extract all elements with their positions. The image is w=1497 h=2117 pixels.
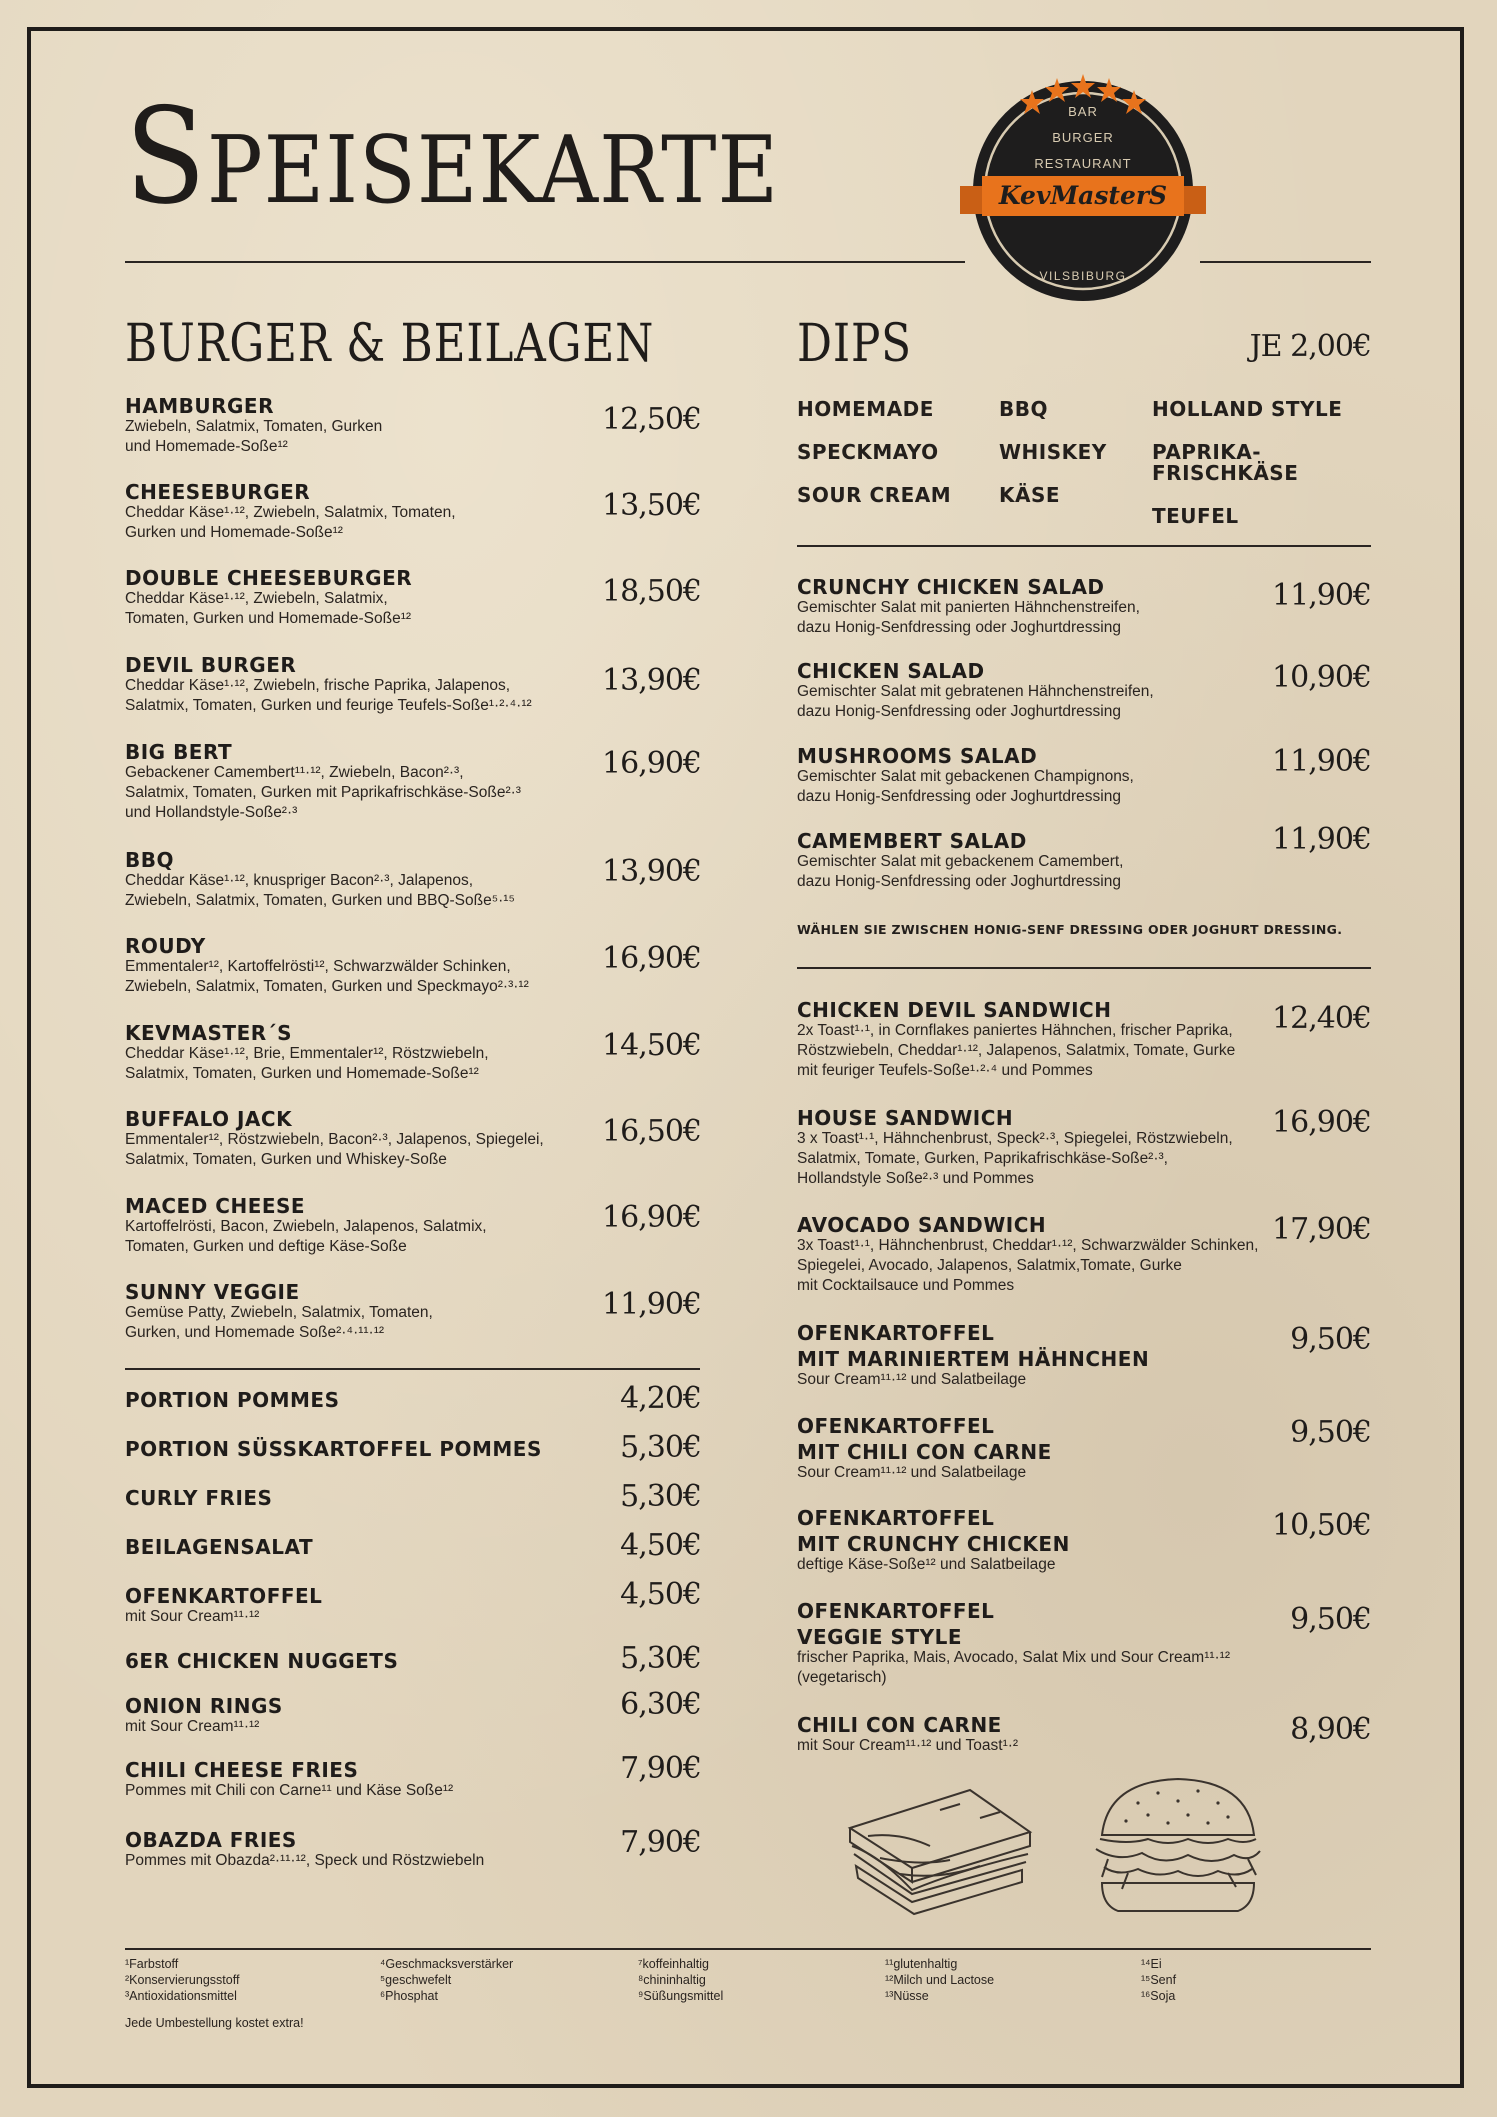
item-description: 3 x Toast¹·¹, Hähnchenbrust, Speck²·³, Spiegelei, Röstzwiebeln,	[797, 1130, 1233, 1147]
item-price: 11,90€	[1272, 822, 1371, 857]
item-price: 12,40€	[1272, 1001, 1371, 1036]
item-price: 6,30€	[620, 1687, 701, 1722]
svg-text:RESTAURANT: RESTAURANT	[1034, 156, 1132, 171]
item-price: 9,50€	[1290, 1322, 1371, 1357]
main-item	[797, 1600, 1230, 1688]
item-name: CAMEMBERT SALAD	[797, 829, 1027, 853]
item-description: und Hollandstyle-Soße²·³	[125, 804, 298, 821]
item-description: Sour Cream¹¹·¹² und Salatbeilage	[797, 1371, 1027, 1388]
item-name: BUFFALO JACK	[125, 1107, 293, 1131]
svg-text:BAR: BAR	[1068, 104, 1098, 119]
main-item	[797, 999, 1235, 1081]
sandwich-illustration	[840, 1770, 1040, 1920]
item-price: 14,50€	[602, 1028, 701, 1063]
item-name: OFENKARTOFFEL	[125, 1584, 323, 1608]
item-description: Gemischter Salat mit gebackenen Champignons,	[797, 768, 1134, 785]
side-item	[125, 1487, 272, 1509]
item-price: 16,50€	[602, 1114, 701, 1149]
footnotes-divider	[125, 1948, 1371, 1950]
item-description: Cheddar Käse¹·¹², Zwiebeln, Salatmix,	[125, 590, 388, 607]
item-description: Gemischter Salat mit gebratenen Hähnchenstreifen,	[797, 683, 1154, 700]
item-description: 3x Toast¹·¹, Hähnchenbrust, Cheddar¹·¹², Schwarzwälder Schinken,	[797, 1237, 1259, 1254]
main-item	[797, 1322, 1149, 1390]
side-item	[125, 1585, 322, 1627]
footnote-column	[885, 1956, 994, 2004]
item-price: 11,90€	[602, 1287, 701, 1322]
main-item	[797, 1415, 1052, 1483]
item-description: Gurken, und Homemade Soße²·⁴·¹¹·¹²	[125, 1324, 385, 1341]
item-description: Zwiebeln, Salatmix, Tomaten, Gurken und BBQ-Soße⁵·¹⁵	[125, 892, 515, 909]
footnote: ²Konservierungsstoff	[125, 1973, 240, 1987]
menu-item	[125, 481, 456, 543]
item-name: CRUNCHY CHICKEN SALAD	[797, 575, 1105, 599]
menu-item	[125, 1281, 433, 1343]
item-description: Cheddar Käse¹·¹², Brie, Emmentaler¹², Röstzwiebeln,	[125, 1045, 489, 1062]
item-price: 5,30€	[620, 1641, 701, 1676]
item-description: dazu Honig-Senfdressing oder Joghurtdressing	[797, 873, 1121, 890]
item-description: Gemischter Salat mit gebackenem Camembert,	[797, 853, 1124, 870]
item-description: dazu Honig-Senfdressing oder Joghurtdressing	[797, 788, 1121, 805]
item-name: ONION RINGS	[125, 1694, 283, 1718]
item-description: Gemüse Patty, Zwiebeln, Salatmix, Tomaten,	[125, 1304, 433, 1321]
item-price: 10,50€	[1272, 1508, 1371, 1543]
main-item	[797, 1107, 1233, 1189]
item-price: 7,90€	[620, 1751, 701, 1786]
item-description: und Homemade-Soße¹²	[125, 438, 288, 455]
item-name-line2: MIT CRUNCHY CHICKEN	[797, 1532, 1070, 1556]
side-item	[125, 1695, 283, 1737]
item-description: Salatmix, Tomaten, Gurken und Homemade-Soße¹²	[125, 1065, 479, 1082]
item-name: DOUBLE CHEESEBURGER	[125, 566, 413, 590]
menu-item	[125, 654, 532, 716]
menu-item	[125, 1108, 544, 1170]
salads-divider	[797, 967, 1371, 969]
item-name-line2: MIT CHILI CON CARNE	[797, 1440, 1052, 1464]
side-item	[125, 1650, 398, 1672]
item-description: mit Sour Cream¹¹·¹² und Toast¹·²	[797, 1737, 1019, 1754]
menu-item	[125, 1195, 487, 1257]
item-price: 4,50€	[620, 1577, 701, 1612]
item-name: ROUDY	[125, 934, 206, 958]
dip-item: PAPRIKA-	[1152, 440, 1262, 464]
item-description: mit Sour Cream¹¹·¹²	[125, 1718, 260, 1735]
footnote: ⁴Geschmacksverstärker	[380, 1957, 514, 1971]
item-price: 13,90€	[602, 663, 701, 698]
item-description: Kartoffelrösti, Bacon, Zwiebeln, Jalapenos, Salatmix,	[125, 1218, 487, 1235]
dip-item: KÄSE	[999, 483, 1061, 507]
item-price: 10,90€	[1272, 660, 1371, 695]
footnote: ¹²Milch und Lactose	[885, 1973, 995, 1987]
footnote-column	[125, 1956, 239, 2004]
menu-item	[125, 849, 515, 911]
side-item	[125, 1829, 484, 1871]
item-description: mit Sour Cream¹¹·¹²	[125, 1608, 260, 1625]
item-description: Emmentaler¹², Röstzwiebeln, Bacon²·³, Jalapenos, Spiegelei,	[125, 1131, 544, 1148]
burger-section-title: BURGER & BEILAGEN	[125, 314, 655, 374]
footnote: ¹⁵Senf	[1141, 1973, 1177, 1987]
item-price: 11,90€	[1272, 744, 1371, 779]
kevmasters-logo	[960, 68, 1206, 314]
item-name: OFENKARTOFFEL	[797, 1321, 995, 1345]
item-description: frischer Paprika, Mais, Avocado, Salat Mix und Sour Cream¹¹·¹²	[797, 1649, 1231, 1666]
item-name: OBAZDA FRIES	[125, 1828, 297, 1852]
dips-price: JE 2,00€	[1249, 329, 1371, 364]
menu-item	[125, 741, 521, 823]
footnote: ¹⁴Ei	[1141, 1957, 1162, 1971]
svg-text:KevMasterS: KevMasterS	[998, 181, 1168, 210]
item-description: Tomaten, Gurken und deftige Käse-Soße	[125, 1238, 407, 1255]
footnote: ¹³Nüsse	[885, 1989, 929, 2003]
item-description: Cheddar Käse¹·¹², Zwiebeln, Salatmix, Tomaten,	[125, 504, 456, 521]
item-name: SUNNY VEGGIE	[125, 1280, 300, 1304]
item-description: Emmentaler¹², Kartoffelrösti¹², Schwarzwälder Schinken,	[125, 958, 511, 975]
side-item	[125, 1389, 339, 1411]
item-price: 9,50€	[1290, 1602, 1371, 1637]
menu-item	[125, 1022, 489, 1084]
item-name: AVOCADO SANDWICH	[797, 1213, 1047, 1237]
item-price: 16,90€	[1272, 1105, 1371, 1140]
footnote: ⁹Süßungsmittel	[638, 1989, 724, 2003]
side-item	[125, 1759, 453, 1801]
burger-illustration	[1088, 1775, 1268, 1920]
menu-item	[125, 567, 412, 629]
item-price: 4,50€	[620, 1528, 701, 1563]
salad-item	[797, 745, 1134, 807]
item-name: CHILI CON CARNE	[797, 1713, 1002, 1737]
item-description: Gurken und Homemade-Soße¹²	[125, 524, 343, 541]
item-description: Zwiebeln, Salatmix, Tomaten, Gurken	[125, 418, 383, 435]
item-name: HAMBURGER	[125, 394, 274, 418]
item-description: Zwiebeln, Salatmix, Tomaten, Gurken und Speckmayo²·³·¹²	[125, 978, 529, 995]
item-price: 7,90€	[620, 1825, 701, 1860]
dip-item: SPECKMAYO	[797, 440, 939, 464]
item-price: 9,50€	[1290, 1415, 1371, 1450]
item-name: DEVIL BURGER	[125, 653, 297, 677]
footnote-column	[1141, 1956, 1176, 2004]
item-description: Hollandstyle Soße²·³ und Pommes	[797, 1170, 1034, 1187]
item-name: CHICKEN SALAD	[797, 659, 985, 683]
dips-divider	[797, 545, 1371, 547]
item-name: OFENKARTOFFEL	[797, 1506, 995, 1530]
item-name: BEILAGENSALAT	[125, 1535, 314, 1559]
item-description: Salatmix, Tomaten, Gurken und feurige Teufels-Soße¹·²·⁴·¹²	[125, 697, 532, 714]
item-name: CURLY FRIES	[125, 1486, 273, 1510]
dip-item: BBQ	[999, 397, 1048, 421]
menu-item	[125, 395, 382, 457]
reorder-note: Jede Umbestellung kostet extra!	[125, 2016, 304, 2030]
footnote-column	[380, 1956, 513, 2004]
dips-section-title: DIPS	[797, 314, 912, 374]
item-name: BBQ	[125, 848, 174, 872]
page-title: Speisekarte	[125, 78, 780, 234]
footnote: ¹¹glutenhaltig	[885, 1957, 958, 1971]
item-description: Pommes mit Chili con Carne¹¹ und Käse Soße¹²	[125, 1782, 454, 1799]
item-description: (vegetarisch)	[797, 1669, 887, 1686]
item-price: 18,50€	[602, 574, 701, 609]
item-name: HOUSE SANDWICH	[797, 1106, 1014, 1130]
item-description: Salatmix, Tomaten, Gurken und Whiskey-Soße	[125, 1151, 447, 1168]
item-name: CHICKEN DEVIL SANDWICH	[797, 998, 1112, 1022]
side-item	[125, 1438, 542, 1460]
footnote-column	[638, 1956, 723, 2004]
svg-text:BURGER: BURGER	[1052, 130, 1114, 145]
item-price: 17,90€	[1272, 1212, 1371, 1247]
dip-item: HOLLAND STYLE	[1152, 397, 1343, 421]
item-price: 16,90€	[602, 941, 701, 976]
main-item	[797, 1507, 1070, 1575]
footnote: ⁵geschwefelt	[380, 1973, 452, 1987]
item-price: 8,90€	[1290, 1712, 1371, 1747]
title-divider-right	[1200, 261, 1371, 263]
item-description: Gemischter Salat mit panierten Hähnchenstreifen,	[797, 599, 1140, 616]
sides-divider	[125, 1368, 700, 1370]
menu-item	[125, 935, 529, 997]
item-description: deftige Käse-Soße¹² und Salatbeilage	[797, 1556, 1056, 1573]
item-description: Salatmix, Tomate, Gurken, Paprikafrischkäse-Soße²·³,	[797, 1150, 1168, 1167]
dip-item: SOUR CREAM	[797, 483, 952, 507]
item-price: 4,20€	[620, 1381, 701, 1416]
item-name: MUSHROOMS SALAD	[797, 744, 1038, 768]
footnote: ³Antioxidationsmittel	[125, 1989, 237, 2003]
item-name: BIG BERT	[125, 740, 233, 764]
dip-item: FRISCHKÄSE	[1152, 461, 1299, 485]
salad-item	[797, 830, 1123, 892]
dip-item: WHISKEY	[999, 440, 1107, 464]
footnote: ¹Farbstoff	[125, 1957, 179, 1971]
footnote: ¹⁶Soja	[1141, 1989, 1176, 2003]
item-name-line2: MIT MARINIERTEM HÄHNCHEN	[797, 1347, 1150, 1371]
item-price: 5,30€	[620, 1430, 701, 1465]
item-description: Sour Cream¹¹·¹² und Salatbeilage	[797, 1464, 1027, 1481]
item-name: MACED CHEESE	[125, 1194, 306, 1218]
footnote: ⁶Phosphat	[380, 1989, 438, 2003]
item-description: Spiegelei, Avocado, Jalapenos, Salatmix,Tomate, Gurke	[797, 1257, 1182, 1274]
side-item	[125, 1536, 313, 1558]
item-price: 13,90€	[602, 854, 701, 889]
item-description: Gebackener Camembert¹¹·¹², Zwiebeln, Bacon²·³,	[125, 764, 464, 781]
item-description: Salatmix, Tomaten, Gurken mit Paprikafrischkäse-Soße²·³	[125, 784, 521, 801]
item-name-line2: VEGGIE STYLE	[797, 1625, 962, 1649]
svg-text:VILSBIBURG: VILSBIBURG	[1039, 269, 1127, 283]
item-name: CHILI CHEESE FRIES	[125, 1758, 359, 1782]
item-description: dazu Honig-Senfdressing oder Joghurtdressing	[797, 703, 1121, 720]
item-name: CHEESEBURGER	[125, 480, 311, 504]
item-price: 11,90€	[1272, 578, 1371, 613]
item-name: KEVMASTER´S	[125, 1021, 293, 1045]
dip-item: TEUFEL	[1152, 504, 1239, 528]
title-divider-left	[125, 261, 965, 263]
item-description: mit Cocktailsauce und Pommes	[797, 1277, 1015, 1294]
item-description: Röstzwiebeln, Cheddar¹·¹², Jalapenos, Salatmix, Tomate, Gurke	[797, 1042, 1236, 1059]
item-name: PORTION SÜSSKARTOFFEL POMMES	[125, 1437, 542, 1461]
dip-item: HOMEMADE	[797, 397, 934, 421]
item-price: 13,50€	[602, 488, 701, 523]
main-item	[797, 1714, 1018, 1756]
item-description: Cheddar Käse¹·¹², Zwiebeln, frische Paprika, Jalapenos,	[125, 677, 511, 694]
item-name: OFENKARTOFFEL	[797, 1414, 995, 1438]
salad-dressing-note: WÄHLEN SIE ZWISCHEN HONIG-SENF DRESSING ODER JOGHURT DRESSING.	[797, 922, 1343, 937]
item-description: Pommes mit Obazda²·¹¹·¹², Speck und Röstzwiebeln	[125, 1852, 485, 1869]
salad-item	[797, 576, 1140, 638]
item-description: Tomaten, Gurken und Homemade-Soße¹²	[125, 610, 412, 627]
item-description: 2x Toast¹·¹, in Cornflakes paniertes Hähnchen, frischer Paprika,	[797, 1022, 1233, 1039]
main-item	[797, 1214, 1258, 1296]
item-price: 16,90€	[602, 746, 701, 781]
footnote: ⁸chininhaltig	[638, 1973, 706, 1987]
item-price: 5,30€	[620, 1479, 701, 1514]
item-name: PORTION POMMES	[125, 1388, 340, 1412]
item-price: 12,50€	[602, 402, 701, 437]
item-description: Cheddar Käse¹·¹², knuspriger Bacon²·³, Jalapenos,	[125, 872, 474, 889]
item-name: OFENKARTOFFEL	[797, 1599, 995, 1623]
item-price: 16,90€	[602, 1200, 701, 1235]
salad-item	[797, 660, 1154, 722]
footnote: ⁷koffeinhaltig	[638, 1957, 710, 1971]
item-description: dazu Honig-Senfdressing oder Joghurtdressing	[797, 619, 1121, 636]
item-name: 6ER CHICKEN NUGGETS	[125, 1649, 399, 1673]
item-description: mit feuriger Teufels-Soße¹·²·⁴ und Pommes	[797, 1062, 1093, 1079]
